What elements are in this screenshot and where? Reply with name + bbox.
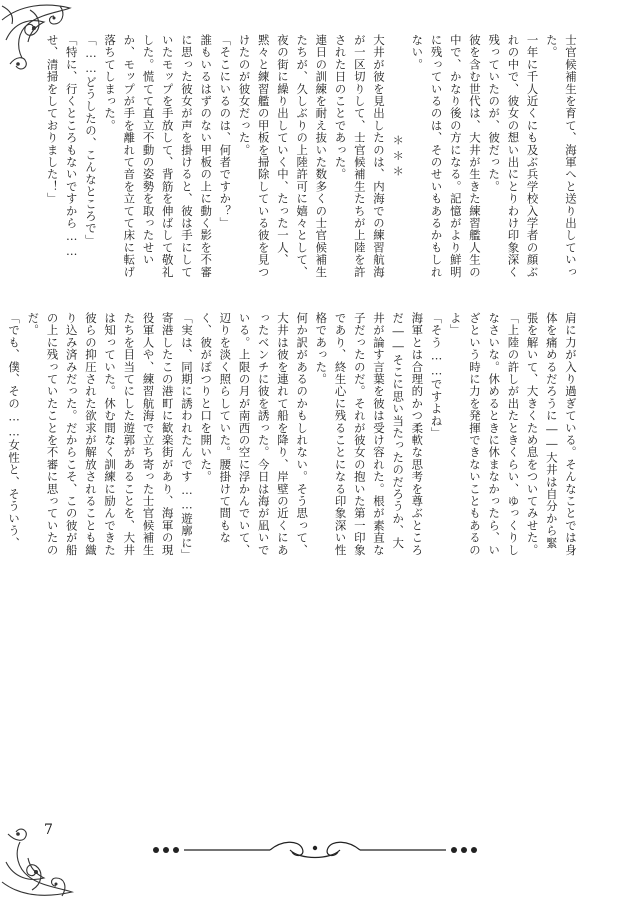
paragraph: 「上陸の許しが出たときくらい、ゆっくりしなさいな。休めるときに休まなかったら、いざという時に力を発揮できないこともあるのよ」 <box>448 312 521 556</box>
paragraph: 大井が彼を見出したのは、内海での練習航海が一区切りして、士官候補生たちが上陸を許された日のことであった。 <box>333 34 386 278</box>
paragraph: 肩に力が入り過ぎている。そんなことでは身体を痛めるだろうに――大井は自分から緊張を解いて、大きくため息をついてみせた。 <box>525 312 578 556</box>
paragraph: 「特に、行くところもないですから……せ、清掃をしておりました！」 <box>45 34 79 259</box>
footer-ornament-icon <box>150 838 480 862</box>
paragraph: 誰もいるはずのない甲板の上に動く影を不審に思った彼女が声を掛けると、彼は手にしていたモップを手放して、背筋を伸ばして敬礼した。慌てて直立不動の姿勢を取ったせいか、モップが手を離れて音を立てて床に転げ落ちてしまった。 <box>103 34 214 278</box>
paragraph: 「でも、僕、その……女性と、そういう、 <box>7 312 22 549</box>
paragraph: 何か訳があるのかもしれない。そう思って、大井は彼を連れて船を降り、岸壁の近くにあったベンチに彼を誘った。今日は海が凪いでいる。上限の月が南西の空に浮かんでいて、辺りを淡く照らしていた。腰掛けて間もなく、彼がぽつりと口を開いた。 <box>199 312 310 556</box>
paragraph: 一年に千人近くにも及ぶ兵学校入学者の顔ぶれの中で、彼女の想い出にとりわけ印象深く残っていたのが、彼だった。 <box>487 34 540 278</box>
scene-break: ＊＊＊ <box>391 133 406 181</box>
paragraph: 彼を含む世代は、大井が生きた練習艦人生の中で、かなり後の方になる。記憶がより鮮明に残っているのは、そのせいもあるかもしれない。 <box>410 34 482 278</box>
paragraph: 士官候補生を育て、海軍へと送り出していった。 <box>544 34 578 278</box>
paragraph: 寄港したこの港町に歓楽街があり、海軍の現役軍人や、練習航海で立ち寄った士官候補生たちを目当てにした遊郭があることを、大井は知っていた。休む間なく訓練に励んできた彼らの抑圧された欲求が解放されることも織り込み済みだった。だからこそ、この彼が船の上に残っていたことを不審に思っていたのだ。 <box>26 312 175 556</box>
paragraph: 「実は、同期に誘われたんです……遊廓に」 <box>179 312 194 562</box>
paragraph: 「そこにいるのは、何者ですか？」 <box>218 34 233 230</box>
paragraph: 連日の訓練を耐え抜いた数多くの士官候補生たちが、久しぶりの上陸許可に嬉々として、夜の街に繰り出していく中、たった一人、黙々と練習艦の甲板を掃除している彼を見つけたのが彼女だった。 <box>237 34 329 278</box>
paragraph: 海軍とは合理的かつ柔軟な思考を尊ぶところだ――そこに思い当たったのだろうか、大井が論す言葉を彼は受け容れた。根が素直な子だったのだ。それが彼女の抱いた第一印象であり、終生心に残ることになる印象深い性格であった。 <box>314 312 425 556</box>
paragraph: 「……どうしたの、こんなところで」 <box>83 34 98 247</box>
paragraph: 「そう……ですよね」 <box>429 312 444 440</box>
text-block-bottom <box>7 312 580 562</box>
page-number: 7 <box>44 822 53 838</box>
text-block-top <box>45 34 580 280</box>
